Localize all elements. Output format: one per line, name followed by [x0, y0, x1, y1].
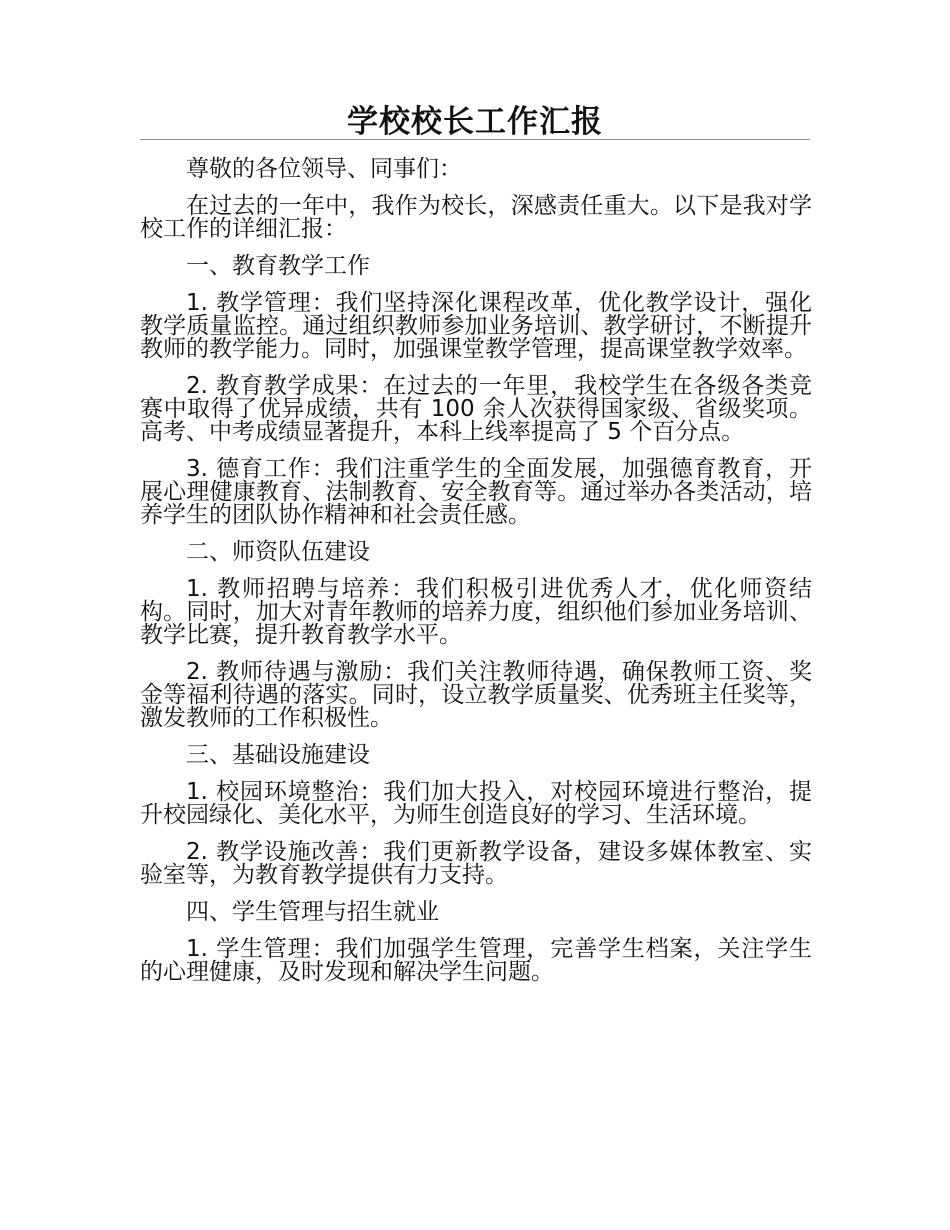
paragraph-moral-education: 3. 德育工作：我们注重学生的全面发展，加强德育教育，开展心理健康教育、法制教育、安全教育等。通过举办各类活动，培养学生的团队协作精神和社会责任感。	[140, 456, 812, 528]
paragraph-teacher-recruitment: 1. 教师招聘与培养：我们积极引进优秀人才，优化师资结构。同时，加大对青年教师的培养力度，组织他们参加业务培训、教学比赛，提升教育教学水平。	[140, 576, 812, 648]
section-heading-teaching: 一、教育教学工作	[186, 253, 370, 279]
section-heading-infrastructure: 三、基础设施建设	[186, 742, 370, 768]
salutation: 尊敬的各位领导、同事们：	[186, 156, 462, 182]
section-heading-staff: 二、师资队伍建设	[186, 539, 370, 565]
paragraph-teaching-results: 2. 教育教学成果：在过去的一年里，我校学生在各级各类竞赛中取得了优异成绩，共有 100 余人次获得国家级、省级奖项。高考、中考成绩显著提升，本科上线率提高了 5 个百分点。	[140, 373, 812, 445]
paragraph-teacher-benefits: 2. 教师待遇与激励：我们关注教师待遇，确保教师工资、奖金等福利待遇的落实。同时，设立教学质量奖、优秀班主任奖等，激发教师的工作积极性。	[140, 659, 812, 731]
title-underline	[140, 139, 810, 140]
paragraph-teaching-facilities: 2. 教学设施改善：我们更新教学设备，建设多媒体教室、实验室等，为教育教学提供有力支持。	[140, 839, 812, 888]
document-body	[140, 158, 812, 998]
document-title: 学校校长工作汇报	[347, 104, 603, 140]
section-heading-students: 四、学生管理与招生就业	[186, 899, 439, 925]
intro-paragraph: 在过去的一年中，我作为校长，深感责任重大。以下是我对学校工作的详细汇报：	[140, 193, 812, 242]
paragraph-teaching-management: 1. 教学管理：我们坚持深化课程改革，优化教学设计，强化教学质量监控。通过组织教师参加业务培训、教学研讨，不断提升教师的教学能力。同时，加强课堂教学管理，提高课堂教学效率。	[140, 290, 812, 362]
paragraph-student-management: 1. 学生管理：我们加强学生管理，完善学生档案，关注学生的心理健康，及时发现和解决学生问题。	[140, 936, 812, 985]
paragraph-campus-environment: 1. 校园环境整治：我们加大投入，对校园环境进行整治，提升校园绿化、美化水平，为师生创造良好的学习、生活环境。	[140, 779, 812, 828]
